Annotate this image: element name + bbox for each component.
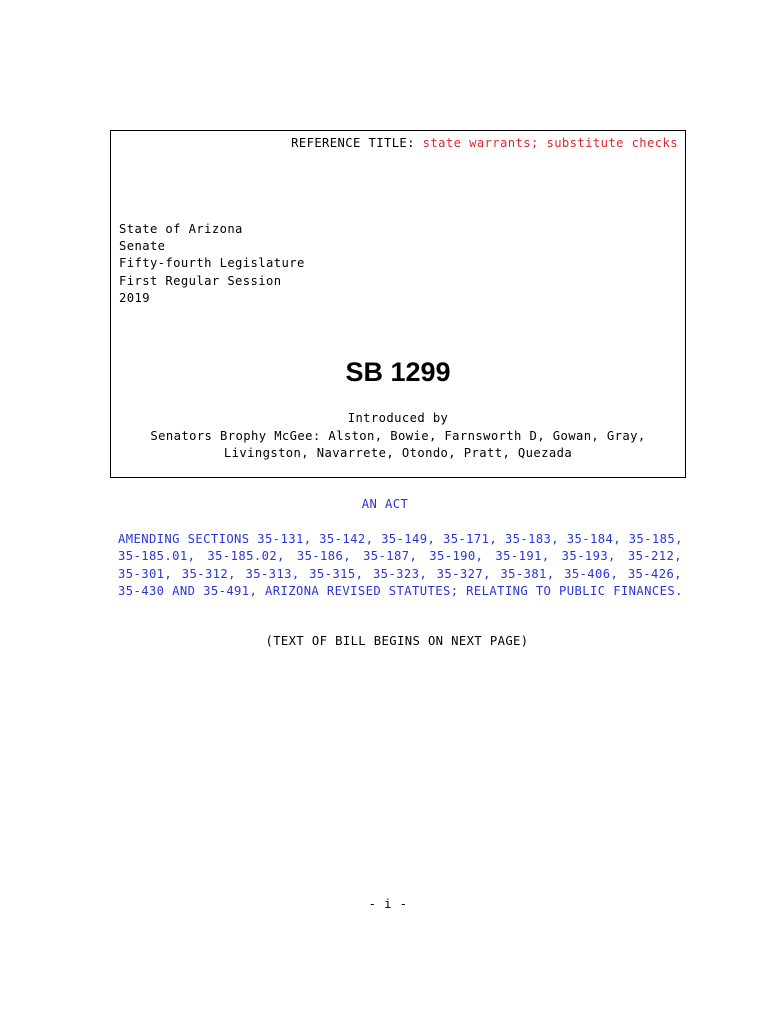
session-line: First Regular Session <box>119 273 282 288</box>
sponsors-line: Senators Brophy McGee: Alston, Bowie, Farnsworth D, Gowan, Gray, <box>150 428 646 443</box>
year-line: 2019 <box>119 290 150 305</box>
reference-title <box>291 136 678 150</box>
page-number: - i - <box>368 897 408 911</box>
state-line: State of Arizona <box>119 222 243 236</box>
act-title-line: 35-301, 35-312, 35-313, 35-315, 35-323, 35-327, 35-381, 35-406, 35-426, <box>118 566 682 581</box>
reference-title-value: state warrants; substitute checks <box>422 136 678 150</box>
sponsors-line: Livingston, Navarrete, Otondo, Pratt, Quezada <box>223 446 573 461</box>
text-begins-notice: (TEXT OF BILL BEGINS ON NEXT PAGE) <box>265 634 529 648</box>
act-heading: AN ACT <box>361 497 409 511</box>
legislature-line: Fifty-fourth Legislature <box>119 256 305 271</box>
session-info <box>119 221 305 307</box>
bill-number: SB 1299 <box>345 357 451 387</box>
reference-title-label: REFERENCE TITLE: <box>291 136 423 150</box>
act-title-body <box>118 531 682 601</box>
cover-box <box>110 130 686 478</box>
act-title-line: 35-430 AND 35-491, ARIZONA REVISED STATUTES; RELATING TO PUBLIC FINANCES. <box>118 584 683 599</box>
act-title-line: 35-185.01, 35-185.02, 35-186, 35-187, 35-190, 35-191, 35-193, 35-212, <box>118 549 682 564</box>
introduced-by-block <box>111 410 685 463</box>
act-title-line: AMENDING SECTIONS 35-131, 35-142, 35-149, 35-171, 35-183, 35-184, 35-185, <box>118 532 683 546</box>
chamber-line: Senate <box>119 239 166 254</box>
introduced-by-heading: Introduced by <box>347 411 449 425</box>
